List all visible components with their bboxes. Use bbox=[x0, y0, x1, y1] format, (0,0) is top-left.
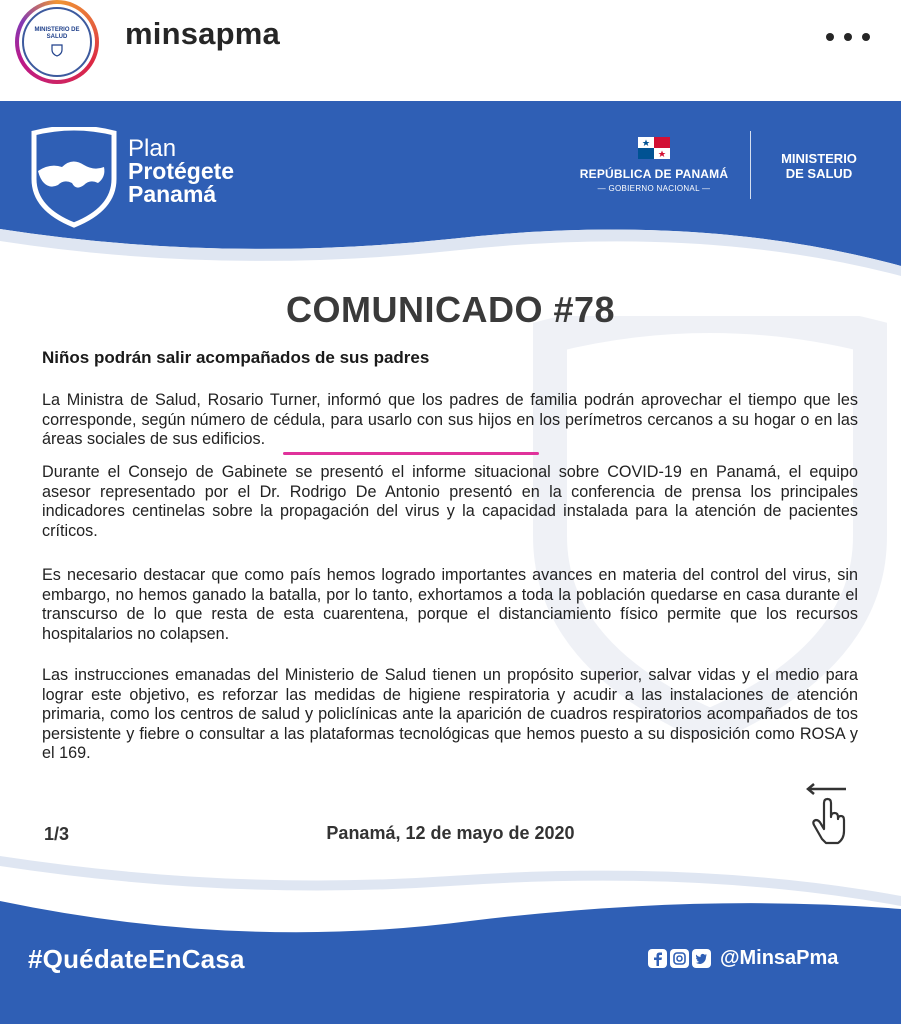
brand-line-2: Protégete bbox=[128, 158, 235, 184]
government-block bbox=[570, 137, 738, 193]
ministry-seal-icon: MINISTERIO DE SALUD bbox=[22, 7, 92, 77]
twitter-icon bbox=[692, 949, 711, 968]
social-handle: @MinsaPma bbox=[720, 947, 839, 969]
panama-flag-icon bbox=[638, 137, 670, 159]
brand-line-1: Plan bbox=[128, 135, 177, 162]
government-subtitle: — GOBIERNO NACIONAL — bbox=[597, 184, 711, 193]
paragraph-2: Durante el Consejo de Gabinete se presentó el informe situacional sobre COVID-19 en Panamá, el equipo asesor representado por el Dr. Rodrigo De Antonio presentó en la conferencia de prensa los principales indicadores centinelas sobre la propagación del virus y la capacidad instalada para la atención de pacientes críticos. bbox=[42, 463, 858, 540]
header-divider bbox=[750, 131, 751, 199]
more-horizontal-icon[interactable] bbox=[826, 22, 870, 52]
post-header bbox=[0, 0, 901, 98]
government-title: REPÚBLICA DE PANAMÁ bbox=[579, 167, 729, 181]
swipe-left-hand-icon bbox=[800, 781, 856, 847]
communique-subtitle: Niños podrán salir acompañados de sus padres bbox=[42, 348, 430, 367]
paragraph-3: Es necesario destacar que como país hemos logrado importantes avances en materia del control del virus, sin embargo, no hemos ganado la batalla, por lo tanto, exhortamos a toda la población quedarse en casa durante el transcurso de lo que resta de esta cuarentena, porque el distanciamiento físico permite que los recursos hospitalarios no colapsen. bbox=[42, 566, 858, 643]
shield-logo-icon bbox=[28, 127, 120, 229]
post-image bbox=[0, 101, 901, 1024]
social-handles bbox=[648, 947, 838, 970]
communique-date: Panamá, 12 de mayo de 2020 bbox=[326, 823, 575, 843]
instagram-icon bbox=[670, 949, 689, 968]
hashtag: #QuédateEnCasa bbox=[28, 944, 245, 974]
account-avatar[interactable] bbox=[15, 0, 99, 84]
page-indicator: 1/3 bbox=[44, 824, 70, 844]
facebook-icon bbox=[648, 949, 667, 968]
ministry-name: MINISTERIO DE SALUD bbox=[781, 151, 857, 181]
highlight-underline bbox=[283, 452, 539, 455]
paragraph-4: Las instrucciones emanadas del Ministerio de Salud tienen un propósito superior, salvar vidas y el medio para lograr este objetivo, es reforzar las medidas de higiene respiratoria y acudir a las instalaciones de atención primaria, como los centros de salud y policlínicas ante la aparición de cuadros respiratorios acompañados de tos persistente y fiebre o consultar a las plataformas tecnológicas que hemos puesto a su disposición como ROSA y el 169. bbox=[42, 666, 858, 763]
brand-plan-text bbox=[128, 137, 234, 206]
paragraph-1: La Ministra de Salud, Rosario Turner, informó que los padres de familia podrán aprovechar el tiempo que les corresponde, según número de cédula, para usarlo con sus hijos en los perímetros cercanos a su hogar o en las áreas sociales de sus edificios. bbox=[42, 391, 858, 449]
brand-line-3: Panamá bbox=[128, 181, 217, 207]
communique-title: COMUNICADO #78 bbox=[285, 289, 616, 330]
account-username[interactable]: minsapma bbox=[125, 16, 280, 51]
